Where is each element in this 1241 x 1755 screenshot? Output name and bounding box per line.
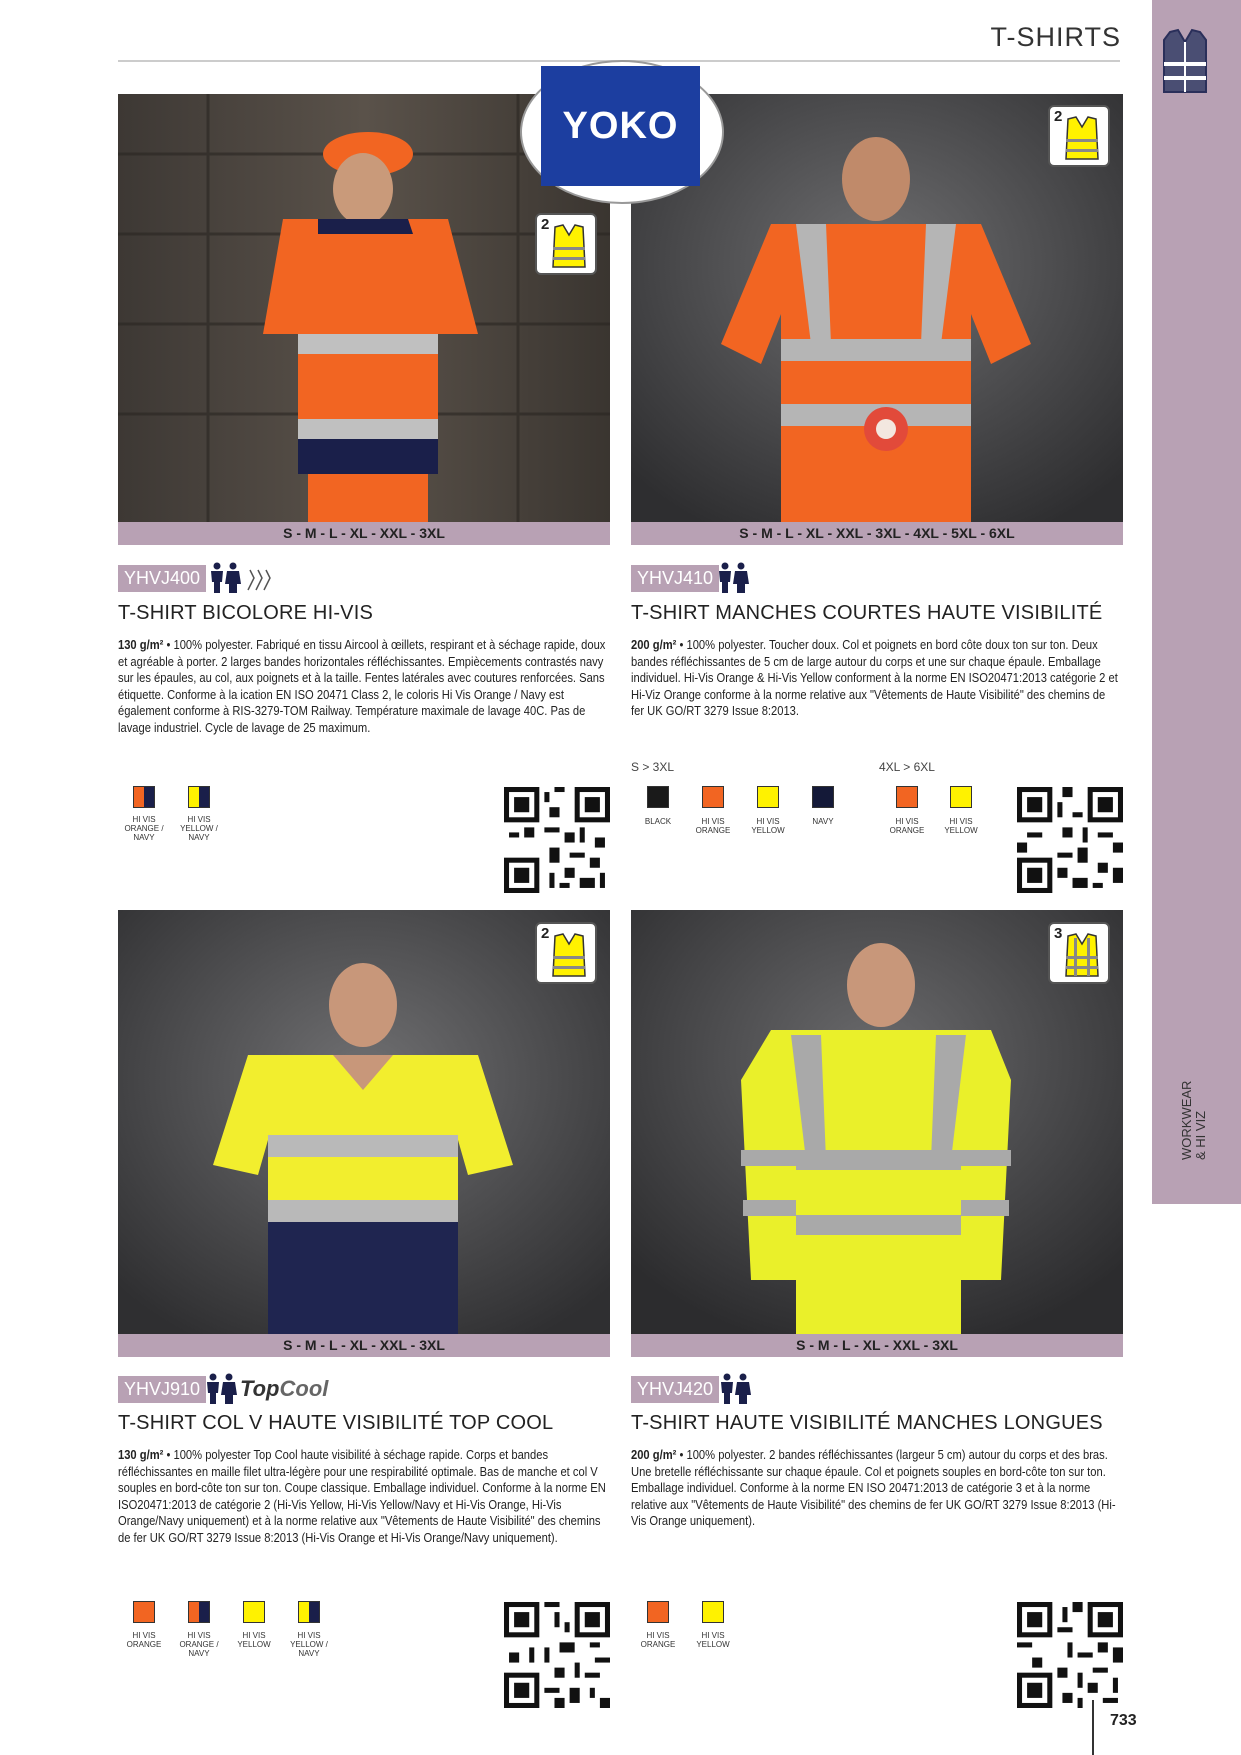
category-line1: WORKWEAR bbox=[1179, 1080, 1194, 1160]
product-weight: 200 g/m² bbox=[631, 637, 677, 652]
category-line2: & HI VIZ bbox=[1192, 1110, 1208, 1160]
swatch-item bbox=[133, 786, 155, 808]
class-badge-yhvj410 bbox=[1048, 105, 1110, 167]
product-title-yhvj420: T-SHIRT HAUTE VISIBILITÉ MANCHES LONGUES bbox=[631, 1412, 1103, 1434]
class-badge-yhvj910 bbox=[535, 922, 597, 984]
product-weight: 130 g/m² bbox=[118, 1447, 164, 1462]
unisex-icon bbox=[204, 1373, 238, 1405]
class-number: 2 bbox=[541, 216, 550, 233]
product-desc-yhvj400 bbox=[118, 637, 608, 736]
color-swatch bbox=[702, 1601, 724, 1623]
swatch-label: BLACK bbox=[644, 817, 672, 826]
color-swatch bbox=[133, 1601, 155, 1623]
color-swatch bbox=[950, 786, 972, 808]
size-range-label: S > 3XL bbox=[631, 760, 675, 774]
page-number-divider bbox=[1092, 1700, 1094, 1755]
color-swatch bbox=[812, 786, 834, 808]
product-title-yhvj400: T-SHIRT BICOLORE HI-VIS bbox=[118, 602, 374, 624]
color-swatch bbox=[133, 786, 155, 808]
color-swatch bbox=[757, 786, 779, 808]
swatch-item bbox=[188, 786, 210, 808]
product-desc-yhvj910 bbox=[118, 1447, 608, 1546]
swatch-label: HI VIS YELLOW / NAVY bbox=[180, 815, 218, 842]
color-swatch bbox=[243, 1601, 265, 1623]
product-code-yhvj910: YHVJ910 bbox=[118, 1376, 206, 1403]
hivis-vest-icon bbox=[1064, 932, 1100, 978]
class-number: 2 bbox=[541, 925, 550, 942]
vest-icon bbox=[1162, 28, 1208, 94]
qr-code[interactable] bbox=[504, 1602, 610, 1708]
swatch-label: HI VIS ORANGE / NAVY bbox=[179, 1631, 219, 1658]
hivis-vest-icon bbox=[551, 223, 587, 269]
hivis-vest-icon bbox=[1064, 115, 1100, 161]
qr-code[interactable] bbox=[504, 787, 610, 893]
swatch-label: HI VIS ORANGE bbox=[889, 817, 925, 835]
size-bar-yhvj410: S - M - L - XL - XXL - 3XL - 4XL - 5XL - 6XL bbox=[631, 522, 1123, 545]
swatch-label: HI VIS ORANGE bbox=[640, 1631, 676, 1649]
unisex-icon bbox=[718, 1373, 752, 1405]
class-badge-yhvj400 bbox=[535, 213, 597, 275]
color-swatch bbox=[896, 786, 918, 808]
size-range-label: 4XL > 6XL bbox=[879, 760, 935, 774]
color-swatch bbox=[647, 1601, 669, 1623]
brand-logo: YOKO bbox=[541, 66, 700, 186]
qr-code[interactable] bbox=[1017, 787, 1123, 893]
side-tab bbox=[1152, 0, 1241, 1204]
breathable-fabric-icon bbox=[244, 566, 272, 592]
size-bar-yhvj420: S - M - L - XL - XXL - 3XL bbox=[631, 1334, 1123, 1357]
unisex-icon bbox=[716, 562, 750, 594]
swatch-label: HI VIS ORANGE / NAVY bbox=[124, 815, 164, 842]
product-weight: 130 g/m² bbox=[118, 637, 164, 652]
color-swatch bbox=[647, 786, 669, 808]
color-swatch bbox=[188, 1601, 210, 1623]
swatch-label: HI VIS YELLOW bbox=[751, 817, 785, 835]
page-title: T-SHIRTS bbox=[990, 22, 1121, 52]
product-desc-yhvj420 bbox=[631, 1447, 1121, 1530]
swatch-label: HI VIS YELLOW / NAVY bbox=[290, 1631, 328, 1658]
product-title-yhvj410: T-SHIRT MANCHES COURTES HAUTE VISIBILITÉ bbox=[631, 602, 1103, 624]
product-desc-yhvj410 bbox=[631, 637, 1121, 720]
product-code-yhvj410: YHVJ410 bbox=[631, 565, 719, 592]
size-bar-yhvj400: S - M - L - XL - XXL - 3XL bbox=[118, 522, 610, 545]
color-swatch bbox=[702, 786, 724, 808]
page-number: 733 bbox=[1110, 1712, 1137, 1729]
product-description: • 100% polyester Top Cool haute visibilité à séchage rapide. Corps et bandes réfléchissantes en maille filet ultra-légère pour une respirabilité optimale. Bas de manche et col V souples en bord-côte ton sur ton. Coupe classique. Emballage individuel. Conforme à la norme EN ISO20471:2013 de catégorie 2 (Hi-Vis Yellow, Hi-Vis Yellow/Navy et Hi-Vis Orange, Hi-Vis Orange/Navy uniquement) et à la norme relative aux "Vêtements de Haute Visibilité" des chemins de fer UK GO/RT 3279 Issue 8:2013 (Hi-Vis Orange et Hi-Vis Orange/Navy uniquement). bbox=[118, 1447, 606, 1545]
swatch-label: HI VIS ORANGE bbox=[126, 1631, 162, 1649]
topcool-logo-part: Cool bbox=[279, 1376, 329, 1401]
qr-code[interactable] bbox=[1017, 1602, 1123, 1708]
class-number: 3 bbox=[1054, 925, 1063, 942]
class-number: 2 bbox=[1054, 108, 1063, 125]
swatch-label: NAVY bbox=[812, 817, 834, 826]
swatch-label: HI VIS YELLOW bbox=[696, 1631, 730, 1649]
unisex-icon bbox=[208, 562, 242, 594]
category-label bbox=[1180, 1040, 1207, 1160]
color-swatch bbox=[298, 1601, 320, 1623]
product-code-yhvj400: YHVJ400 bbox=[118, 565, 206, 592]
size-bar-yhvj910: S - M - L - XL - XXL - 3XL bbox=[118, 1334, 610, 1357]
product-code-yhvj420: YHVJ420 bbox=[631, 1376, 719, 1403]
color-swatch bbox=[188, 786, 210, 808]
swatch-label: HI VIS ORANGE bbox=[695, 817, 731, 835]
topcool-logo bbox=[240, 1376, 328, 1402]
topcool-logo-part: Top bbox=[240, 1376, 280, 1401]
product-description: • 100% polyester. Fabriqué en tissu Aircool à œillets, respirant et à séchage rapide, doux et agréable à porter. 2 larges bandes horizontales réfléchissantes. Empiècements contrastés navy sur les épaules, au col, aux poignets et à la taille. Fentes latérales avec coutures renforcées. Sans étiquette. Conforme à la ication EN ISO 20471 Class 2, le coloris Hi Vis Orange / Navy est également conforme à RIS-3279-TOM Railway. Température maximale de lavage 40C. Pas de lavage industriel. Cycle de lavage de 25 maximum. bbox=[118, 637, 606, 735]
swatch-label: HI VIS YELLOW bbox=[237, 1631, 271, 1649]
product-description: • 100% polyester. 2 bandes réfléchissantes (largeur 5 cm) autour du corps et des bras. Une bretelle réfléchissante sur chaque épaule. Col et poignets souples en bord-côte ton sur ton. Emballage individuel. Conforme à la norme EN ISO 20471:2013 de catégorie 3 et à la norme relative aux "Vêtements de Haute Visibilité" des chemins de fer UK GO/RT 3279 Issue 8:2013 (Hi-Vis Orange uniquement). bbox=[631, 1447, 1116, 1528]
product-title-yhvj910: T-SHIRT COL V HAUTE VISIBILITÉ TOP COOL bbox=[118, 1412, 554, 1434]
product-description: • 100% polyester. Toucher doux. Col et poignets en bord côte doux ton sur ton. Deux bandes réfléchissantes de 5 cm de large autour du corps et une sur chaque épaule. Emballage individuel. Hi-Vis Orange & Hi-Vis Yellow conforment à la norme EN ISO20471:2013 catégorie 2 et Hi-Viz Orange conforme à la norme relative aux "Vêtements de Haute Visibilité" des chemins de fer UK GO/RT 3279 Issue 8:2013. bbox=[631, 637, 1118, 718]
swatch-label: HI VIS YELLOW bbox=[944, 817, 978, 835]
class-badge-yhvj420 bbox=[1048, 922, 1110, 984]
product-weight: 200 g/m² bbox=[631, 1447, 677, 1462]
hivis-vest-icon bbox=[551, 932, 587, 978]
